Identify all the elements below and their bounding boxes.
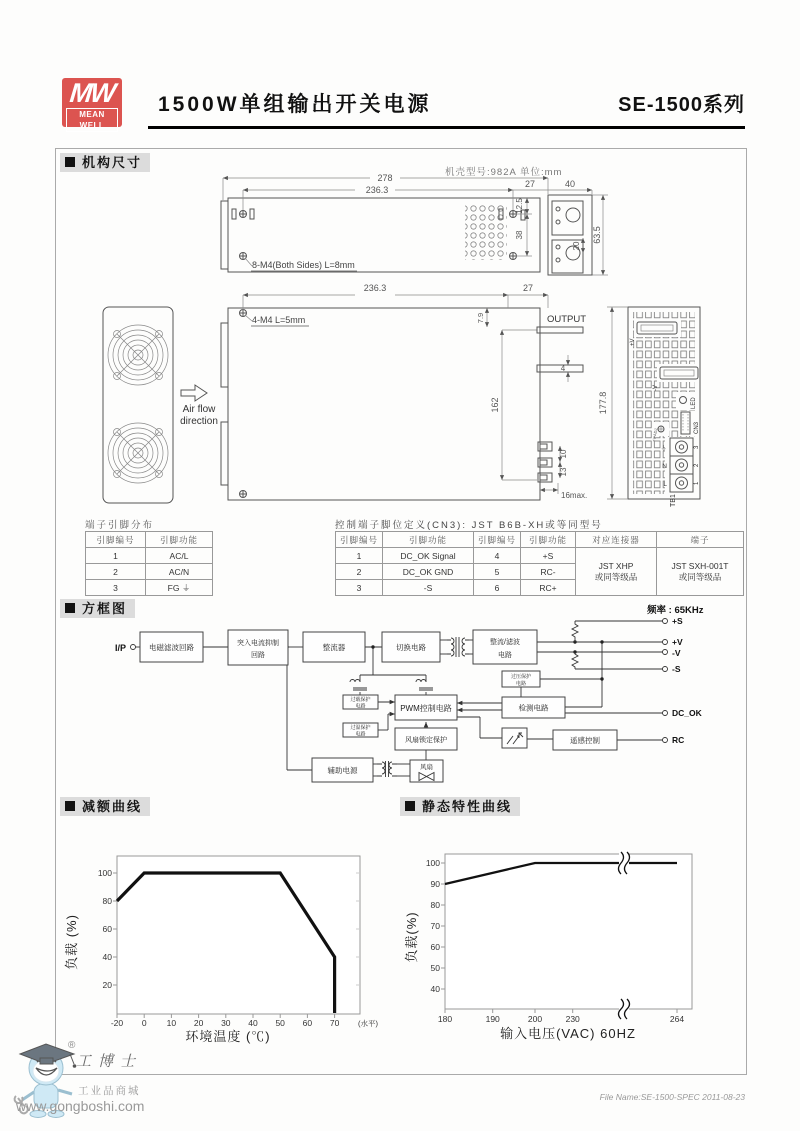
cn3-header: 引脚编号 — [336, 532, 383, 548]
front-view — [598, 307, 700, 507]
dim-63-5: 63.5 — [592, 226, 602, 244]
dim-236-3-top: 236.3 — [363, 283, 387, 293]
airflow-label-1: Air flow — [182, 404, 216, 415]
case-note: 机壳型号:982A 单位:mm — [445, 167, 563, 178]
svg-text:20: 20 — [102, 980, 112, 990]
block-emi: 电磁滤波回路 — [149, 643, 194, 652]
pin-cell: 2 — [86, 564, 146, 580]
block-detect: 检测电路 — [518, 703, 549, 713]
svg-text:20: 20 — [193, 1018, 204, 1028]
block-otp: 过温保护 — [350, 725, 371, 731]
cn3-cell: 5 — [474, 564, 521, 580]
section-title-block-diagram: 方框图 — [60, 598, 135, 618]
pin-cell: 1 — [86, 548, 146, 564]
y-tick-labels — [426, 858, 440, 994]
tb1-pin2-label: 2 — [694, 463, 700, 467]
dim-12-5: 12.5 — [515, 198, 524, 214]
cn3-cell: 3 — [336, 580, 383, 596]
cn3-header: 端子 — [657, 532, 744, 548]
dim-27: 27 — [524, 179, 536, 189]
dim-27-top: 27 — [522, 283, 534, 293]
footer-url[interactable]: www.gongboshi.com — [16, 1098, 145, 1114]
end-cap — [548, 195, 592, 275]
svg-text:-20: -20 — [110, 1018, 124, 1028]
tb1-ground-label: ⏚ — [660, 445, 667, 452]
block-olp: 过载保护 — [350, 697, 371, 703]
frequency-note: 频率 : 65KHz — [647, 605, 704, 616]
y-axis-label: 负载 (%) — [64, 914, 79, 970]
svg-text:60: 60 — [430, 942, 440, 952]
svg-text:50: 50 — [275, 1018, 285, 1028]
diagram-blocks — [140, 630, 617, 782]
footer-brand: 工博士 — [76, 1053, 143, 1070]
svg-text:电路: 电路 — [498, 652, 512, 659]
svg-text:10: 10 — [166, 1018, 177, 1028]
screw-label-side: 8-M4(Both Sides) L=8mm — [252, 260, 355, 270]
file-name-note: File Name:SE-1500-SPEC 2011-08-23 — [599, 1092, 745, 1102]
x-axis-label: 输入电压(VAC) 60HZ — [500, 1026, 636, 1041]
cn3-cell: 2 — [336, 564, 383, 580]
svg-text:回路: 回路 — [251, 652, 265, 659]
terminal-dcok: DC_OK — [672, 708, 702, 718]
airflow-label-2: direction — [180, 416, 218, 427]
block-diagram — [55, 600, 750, 795]
svg-text:264: 264 — [669, 1014, 685, 1024]
input-label: I/P — [115, 643, 127, 653]
cn3-cell: +S — [521, 548, 576, 564]
output-terminals — [663, 616, 703, 745]
pin-cell: FG ⏚ — [146, 580, 213, 596]
cn3-header: 对应连接器 — [576, 532, 657, 548]
svg-text:80: 80 — [102, 896, 112, 906]
section-square-icon — [65, 801, 75, 811]
svg-text:100: 100 — [97, 868, 112, 878]
cn3-connector-cell: JST XHP 或同等级品 — [576, 548, 657, 596]
derating-chart — [60, 842, 395, 1044]
svg-text:90: 90 — [430, 879, 440, 889]
cn3-cell: 4 — [474, 548, 521, 564]
dim-16max: 16max. — [561, 491, 588, 500]
block-ovp: 过压保护 — [510, 674, 532, 680]
svg-text:40: 40 — [102, 952, 112, 962]
svg-text:190: 190 — [485, 1014, 500, 1024]
block-rectifier: 整流器 — [322, 643, 346, 652]
x-tick-labels — [438, 1014, 684, 1024]
section-title-static: 静态特性曲线 — [400, 796, 520, 816]
front-cn3-label: CN3 — [694, 421, 700, 434]
cn3-cell: -S — [383, 580, 474, 596]
optocoupler-icon — [502, 728, 527, 748]
registered-mark: ® — [68, 1040, 76, 1051]
section-square-icon — [405, 801, 415, 811]
x-suffix: (水平) — [358, 1019, 378, 1028]
dim-38: 38 — [515, 230, 524, 240]
svg-text:100: 100 — [425, 858, 440, 868]
cn3-header: 引脚功能 — [521, 532, 576, 548]
block-switch: 切换电路 — [396, 643, 426, 652]
y-axis-label: 负载(%) — [404, 911, 419, 963]
terminal-minus-v: -V — [672, 648, 681, 658]
svg-text:40: 40 — [248, 1018, 258, 1028]
svg-text:80: 80 — [430, 900, 440, 910]
dim-40: 40 — [564, 179, 576, 189]
terminal-minus-s: -S — [672, 664, 681, 674]
series-title: SE-1500系列 — [618, 94, 745, 116]
header-rule — [148, 126, 745, 129]
dimension-lines-front — [607, 307, 628, 499]
block-fanlock: 风扇锁定保护 — [405, 737, 447, 744]
pin-cell: AC/N — [146, 564, 213, 580]
pin-table-header: 引脚功能 — [146, 532, 213, 548]
terminal-rc: RC — [672, 735, 685, 745]
cn3-cell: 6 — [474, 580, 521, 596]
cn3-cell: 1 — [336, 548, 383, 564]
cn3-cell: DC_OK Signal — [383, 548, 474, 564]
logo-brand-text: MEAN WELL — [66, 108, 118, 132]
svg-text:70: 70 — [329, 1018, 340, 1028]
pin-table — [85, 531, 213, 596]
sense-resistors — [572, 621, 578, 669]
x-tick-labels — [111, 1018, 379, 1028]
side-view — [221, 173, 608, 275]
cn3-table-title: 控制端子脚位定义(CN3): JST B6B-XH或等同型号 — [335, 520, 603, 531]
pin-cell: AC/L — [146, 548, 213, 564]
cn3-header: 引脚编号 — [474, 532, 521, 548]
pin-table-title: 端子引脚分布 — [85, 520, 155, 531]
input-terminal — [131, 645, 136, 650]
meanwell-logo — [62, 78, 122, 130]
page-title: 1500W单组输出开关电源 — [158, 93, 432, 116]
section-title-mechanical: 机构尺寸 — [60, 152, 150, 172]
tb1-label: TB1 — [670, 494, 677, 507]
terminal-plus-v: +V — [672, 637, 683, 647]
svg-text:70: 70 — [430, 921, 440, 931]
fan-view — [103, 307, 173, 503]
svg-text:电路: 电路 — [355, 703, 366, 710]
section-title-derating: 减额曲线 — [60, 796, 150, 816]
front-vn-label: -V — [653, 385, 659, 391]
svg-text:电路: 电路 — [515, 681, 527, 687]
tb1-pin3-label: 3 — [694, 445, 700, 449]
svg-text:50: 50 — [430, 963, 440, 973]
cn3-cell: RC- — [521, 564, 576, 580]
dim-20: 20 — [572, 241, 581, 251]
output-label: OUTPUT — [547, 314, 587, 325]
dim-13: 13 — [559, 467, 568, 477]
tb1-l-label: L — [663, 481, 667, 488]
static-chart — [400, 842, 745, 1044]
mechanical-drawing — [55, 150, 750, 518]
dim-236-3: 236.3 — [365, 185, 389, 195]
tb1-n-label: N — [662, 463, 667, 470]
svg-text:180: 180 — [437, 1014, 453, 1024]
svg-text:230: 230 — [565, 1014, 580, 1024]
cn3-cell: DC_OK GND — [383, 564, 474, 580]
svg-text:30: 30 — [221, 1018, 231, 1028]
front-adj-label: +V ADJ. — [651, 426, 659, 443]
block-outrect: 整流/滤波 — [490, 639, 520, 646]
pin-table-header: 引脚编号 — [86, 532, 146, 548]
airflow-arrow-icon — [180, 385, 218, 427]
cn3-header: 引脚功能 — [383, 532, 474, 548]
cn3-table — [335, 531, 744, 596]
pin-cell: 3 — [86, 580, 146, 596]
screw-label-top: 4-M4 L=5mm — [252, 315, 306, 325]
tb1-pin1-label: 1 — [694, 481, 700, 485]
block-inrush: 突入电流抑制 — [237, 640, 279, 647]
logo-mw-text: MW — [68, 78, 116, 108]
svg-text:40: 40 — [430, 984, 440, 994]
dim-7-9: 7.9 — [476, 312, 485, 324]
front-vp-label: +V — [630, 338, 636, 346]
footer-brand-sub: 工业品商城 — [78, 1085, 141, 1097]
dim-10: 10 — [559, 449, 568, 459]
dim-177-8: 177.8 — [598, 391, 608, 415]
svg-text:60: 60 — [102, 924, 112, 934]
svg-text:60: 60 — [302, 1018, 313, 1028]
block-pwm: PWM控制电路 — [400, 704, 452, 713]
top-view — [221, 283, 587, 500]
cn3-terminal-cell: JST SXH-001T 或同等级品 — [657, 548, 744, 596]
y-tick-labels — [98, 868, 112, 990]
svg-text:0: 0 — [141, 1018, 147, 1028]
svg-text:200: 200 — [527, 1014, 543, 1024]
dim-278: 278 — [377, 173, 393, 183]
x-axis-label: 环境温度 (℃) — [185, 1029, 271, 1044]
cn3-cell: RC+ — [521, 580, 576, 596]
front-led-label: LED — [691, 397, 697, 409]
block-aux: 辅助电源 — [327, 766, 358, 775]
dim-4: 4 — [560, 364, 566, 373]
dim-162: 162 — [490, 397, 500, 413]
terminal-plus-s: +S — [672, 616, 683, 626]
svg-text:电路: 电路 — [355, 731, 366, 738]
block-fan: 风扇 — [420, 764, 433, 771]
block-remote: 遥感控制 — [570, 736, 600, 745]
